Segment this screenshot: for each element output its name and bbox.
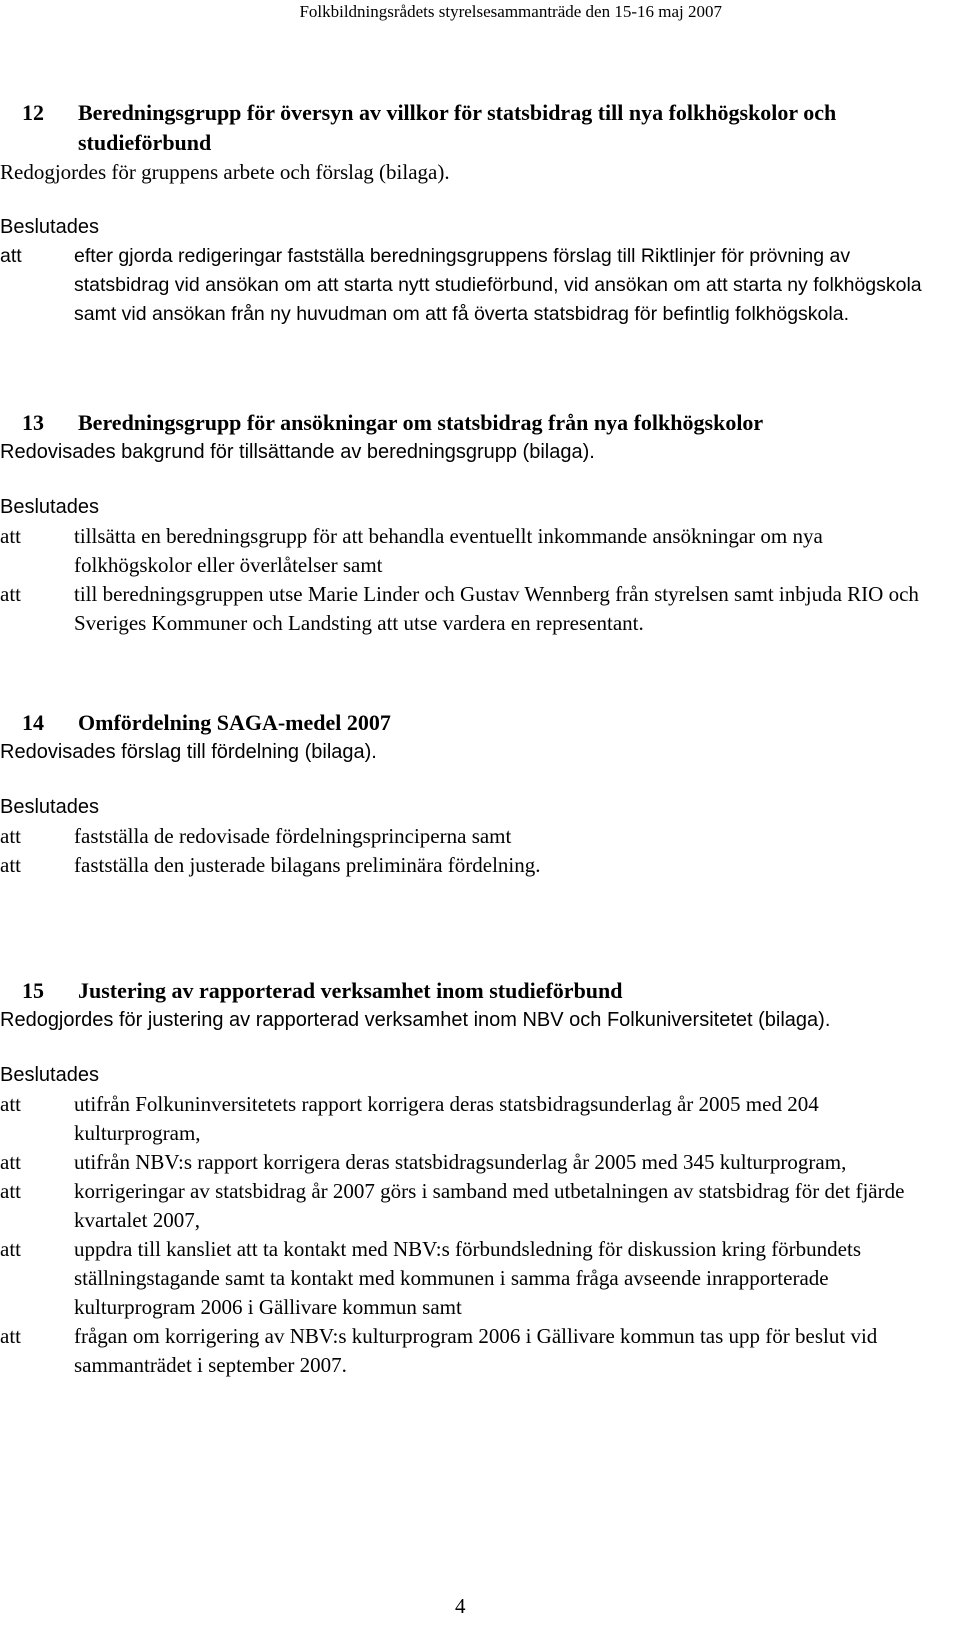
decision-text: utifrån NBV:s rapport korrigera deras statsbidragsunderlag år 2005 med 345 kulturprogram, (74, 1150, 847, 1174)
section-12 (0, 98, 960, 329)
decision-lead: att (0, 1179, 21, 1203)
decided-label: Beslutades (0, 216, 99, 238)
decision-lead: att (0, 245, 22, 267)
decision-item (0, 522, 960, 580)
page-number: 4 (455, 1594, 466, 1618)
decision-lead: att (0, 1324, 21, 1348)
decision-item (0, 1322, 960, 1380)
section-number: 14 (22, 710, 44, 735)
decision-text: korrigeringar av statsbidrag år 2007 görs i samband med utbetalningen av statsbidrag för det fjärde kvartalet 2007, (74, 1179, 905, 1232)
decision-text: fastställa de redovisade fördelningsprinciperna samt (74, 824, 512, 848)
decision-lead: att (0, 1237, 21, 1261)
paragraph-mark-icon (0, 98, 22, 158)
section-heading (0, 98, 960, 158)
section-heading (0, 976, 960, 1006)
section-14 (0, 708, 960, 880)
decided-label: Beslutades (0, 1064, 99, 1086)
page-header: Folkbildningsrådets styrelsesammanträde den 15-16 maj 2007 (299, 2, 722, 21)
decision-item (0, 242, 960, 329)
decision-text: tillsätta en beredningsgrupp för att behandla eventuellt inkommande ansökningar om nya folkhögskolor eller överlåtelser samt (74, 524, 823, 577)
decision-text: frågan om korrigering av NBV:s kulturprogram 2006 i Gällivare kommun tas upp för beslut vid sammanträdet i september 2007. (74, 1324, 878, 1377)
section-number: 15 (22, 978, 44, 1003)
paragraph-mark-icon (0, 408, 22, 438)
decision-text: uppdra till kansliet att ta kontakt med NBV:s förbundsledning för diskussion kring förbundets ställningstagande samt ta kontakt med kommunen i samma fråga avseende inrapporterade kulturprogram 2006 i Gällivare kommun samt (74, 1237, 862, 1319)
decision-lead: att (0, 1150, 21, 1174)
section-title: Omfördelning SAGA-medel 2007 (78, 710, 391, 735)
decision-item (0, 580, 960, 638)
decision-item (0, 1090, 960, 1148)
section-title: Justering av rapporterad verksamhet inom studieförbund (78, 978, 623, 1003)
section-heading (0, 708, 960, 738)
decision-text: fastställa den justerade bilagans preliminära fördelning. (74, 853, 541, 877)
section-intro: Redogjordes för justering av rapporterad verksamhet inom NBV och Folkuniversitetet (bilaga). (0, 1009, 831, 1031)
section-intro: Redovisades bakgrund för tillsättande av beredningsgrupp (bilaga). (0, 441, 595, 463)
decision-lead: att (0, 524, 21, 548)
decision-text: till beredningsgruppen utse Marie Linder och Gustav Wennberg från styrelsen samt inbjuda RIO och Sveriges Kommuner och Landsting att utse vardera en representant. (74, 582, 919, 635)
section-number: 12 (22, 100, 44, 125)
decision-lead: att (0, 824, 21, 848)
decision-lead: att (0, 1092, 21, 1116)
paragraph-mark-icon (0, 708, 22, 738)
section-number: 13 (22, 410, 44, 435)
decided-label: Beslutades (0, 796, 99, 818)
decided-label: Beslutades (0, 496, 99, 518)
section-title: Beredningsgrupp för översyn av villkor för statsbidrag till nya folkhögskolor och studieförbund (78, 100, 837, 155)
section-13 (0, 408, 960, 638)
section-intro: Redovisades förslag till fördelning (bilaga). (0, 741, 377, 763)
decision-item (0, 822, 960, 851)
decision-lead: att (0, 582, 21, 606)
decision-lead: att (0, 853, 21, 877)
decision-item (0, 1148, 960, 1177)
decision-item (0, 1235, 960, 1322)
decision-text: utifrån Folkuninversitetets rapport korrigera deras statsbidragsunderlag år 2005 med 204 kulturprogram, (74, 1092, 819, 1145)
section-15 (0, 976, 960, 1380)
decision-text: efter gjorda redigeringar fastställa beredningsgruppens förslag till Riktlinjer för prövning av statsbidrag vid ansökan om att starta nytt studieförbund, vid ansökan om att starta ny folkhögskola samt vid ansökan från ny huvudman om att få överta statsbidrag för befintlig folkhögskola. (74, 245, 922, 325)
section-intro: Redogjordes för gruppens arbete och förslag (bilaga). (0, 160, 450, 184)
decision-item (0, 1177, 960, 1235)
paragraph-mark-icon (0, 976, 22, 1006)
section-heading (0, 408, 960, 438)
decision-item (0, 851, 960, 880)
section-title: Beredningsgrupp för ansökningar om statsbidrag från nya folkhögskolor (78, 410, 764, 435)
